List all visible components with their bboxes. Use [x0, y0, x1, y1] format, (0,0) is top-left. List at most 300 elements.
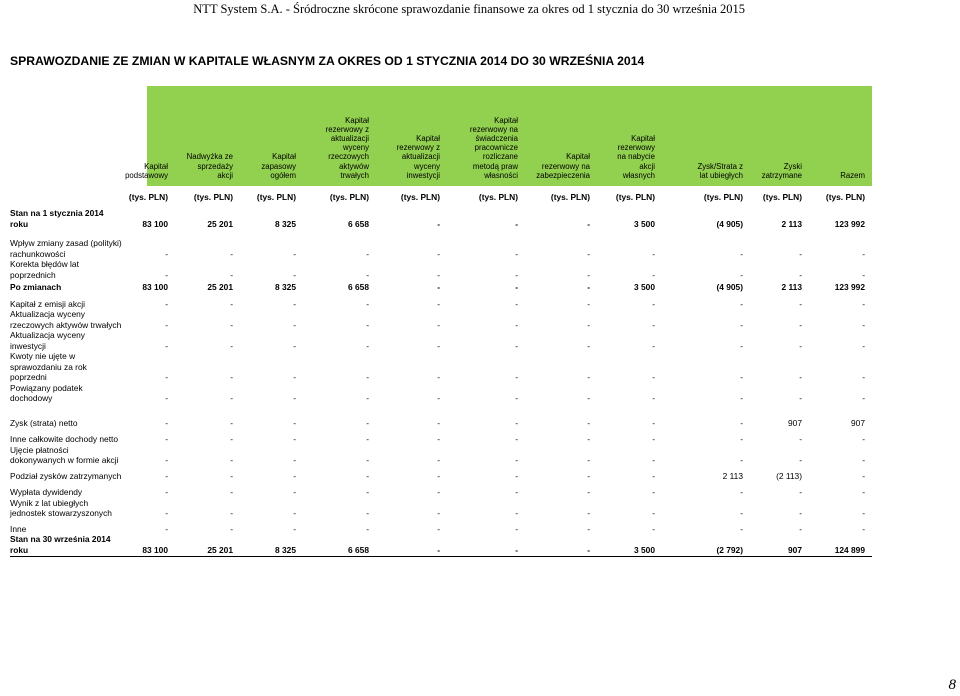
table-cell: - [652, 487, 655, 497]
row-label-line: Stan na 1 stycznia 2014 [10, 208, 104, 218]
row-label-line: Powiązany podatek [10, 382, 83, 393]
table-cell: - [587, 269, 590, 280]
column-header-line: Kapitał [144, 161, 168, 171]
row-label-line: dochodowy [10, 393, 53, 403]
column-header-line: wyceny [414, 161, 440, 171]
column-header-line: pracownicze [474, 143, 518, 153]
table-cell: - [740, 434, 743, 444]
unit-label: (tys. PLN) [256, 192, 296, 202]
row-label-line: rachunkowości [10, 248, 66, 259]
table-cell: - [799, 434, 802, 444]
table-cell: - [230, 487, 233, 497]
table-cell: - [437, 417, 440, 428]
table-cell: - [862, 487, 865, 497]
table-cell: - [652, 508, 655, 518]
table-cell: - [862, 393, 865, 403]
table-cell: - [437, 319, 440, 330]
column-header [698, 162, 744, 180]
column-header [840, 171, 865, 180]
row-values [10, 524, 870, 535]
table-cell: 907 [788, 544, 802, 555]
table-row [10, 418, 870, 429]
table-cell: - [799, 393, 802, 403]
row-values [10, 455, 870, 466]
column-header-line: trwałych [340, 170, 369, 180]
table-row [10, 309, 870, 330]
table-cell: - [740, 340, 743, 351]
table-cell: - [652, 372, 655, 382]
table-cell: - [437, 248, 440, 259]
unit-label: (tys. PLN) [478, 192, 518, 202]
table-cell: - [366, 455, 369, 465]
table-cell: - [799, 319, 802, 330]
table-cell: - [366, 508, 369, 518]
unit-label: (tys. PLN) [550, 192, 590, 202]
column-header-line: aktualizacji [330, 133, 369, 143]
table-cell: - [366, 434, 369, 444]
table-cell: 83 100 [142, 218, 168, 229]
table-cell: - [740, 393, 743, 403]
table-cell: - [587, 487, 590, 497]
table-cell: - [740, 248, 743, 259]
row-label-line: Stan na 30 września 2014 [10, 534, 111, 544]
table-cell: 83 100 [142, 282, 168, 292]
column-header-line: Kapitał [272, 152, 296, 162]
table-cell: 2 113 [722, 470, 743, 481]
table-row [10, 238, 870, 259]
row-label-line: inwestycji [10, 340, 46, 351]
unit-label: (tys. PLN) [825, 192, 865, 202]
table-row [10, 208, 870, 229]
table-cell: 3 500 [634, 218, 655, 229]
table-cell: - [230, 523, 233, 534]
table-cell: (4 905) [716, 218, 743, 229]
column-header-line: zabezpieczenia [536, 170, 590, 180]
table-cell: - [230, 455, 233, 465]
row-label-line: Ujęcie płatności [10, 444, 69, 455]
table-cell: - [230, 298, 233, 309]
table-cell: - [587, 544, 590, 555]
column-header-line: własności [484, 170, 518, 180]
column-header [617, 134, 655, 180]
row-values [10, 320, 870, 331]
table-cell: - [366, 393, 369, 403]
row-label-line: Inne całkowite dochody netto [10, 434, 119, 444]
table-cell: - [587, 455, 590, 465]
table-cell: - [293, 319, 296, 330]
table-cell: - [740, 455, 743, 465]
table-cell: - [740, 508, 743, 518]
page-number: 8 [948, 677, 956, 693]
row-values [10, 545, 870, 556]
row-label-line: poprzednich [10, 269, 56, 280]
row-label-line: Wypłata dywidendy [10, 487, 83, 497]
table-cell: - [515, 393, 518, 403]
column-header-line: rezerwowy [617, 143, 655, 153]
table-cell: 6 658 [348, 282, 369, 292]
table-cell: - [293, 372, 296, 382]
table-row [10, 498, 870, 519]
table-cell: - [740, 487, 743, 497]
row-label-line: Korekta błędów lat [10, 259, 79, 269]
table-cell: - [165, 340, 168, 351]
table-cell: 3 500 [634, 282, 655, 292]
table-cell: 907 [788, 417, 802, 428]
table-row [10, 299, 870, 310]
column-header-line: rezerwowy na [469, 124, 518, 134]
table-cell: - [230, 248, 233, 259]
table-cell: - [165, 470, 168, 481]
row-values [10, 418, 870, 429]
table-cell: - [230, 319, 233, 330]
table-cell: 123 992 [834, 218, 865, 229]
row-values [10, 341, 870, 352]
table-row [10, 259, 870, 280]
column-header [125, 162, 168, 180]
column-header-line: Kapitał [631, 133, 655, 143]
table-cell: - [366, 269, 369, 280]
column-header-line: rezerwowy na [541, 161, 590, 171]
table-cell: - [437, 372, 440, 382]
table-cell: - [515, 319, 518, 330]
table-cell: - [862, 523, 865, 534]
table-cell: 2 113 [781, 218, 802, 229]
table-cell: - [587, 417, 590, 428]
table-row [10, 524, 870, 535]
column-header-line: rezerwowy z [325, 124, 369, 134]
row-values [10, 249, 870, 260]
column-header-line: Kapitał [345, 115, 369, 125]
column-header-line: Kapitał [566, 152, 590, 162]
table-cell: - [366, 417, 369, 428]
table-cell: - [652, 434, 655, 444]
running-header: NTT System S.A. - Śródroczne skrócone sprawozdanie finansowe za okres od 1 stycznia do 30 września 2015 [193, 2, 745, 16]
table-cell: - [366, 248, 369, 259]
table-cell: - [862, 434, 865, 444]
table-cell: - [652, 393, 655, 403]
row-label-line: roku [10, 218, 29, 229]
table-cell: - [293, 508, 296, 518]
column-header [470, 116, 518, 180]
column-header-line: akcji [639, 161, 655, 171]
column-header [326, 116, 369, 180]
table-cell: - [366, 319, 369, 330]
table-cell: - [437, 298, 440, 309]
table-cell: - [862, 470, 865, 481]
table-cell: - [230, 393, 233, 403]
table-cell: - [862, 269, 865, 280]
column-header-line: Zysk/Strata z [697, 161, 743, 171]
table-cell: - [293, 487, 296, 497]
table-cell: - [515, 218, 518, 229]
column-header-line: Nadwyżka ze [186, 152, 233, 162]
row-label-line: Podział zysków zatrzymanych [10, 470, 122, 481]
table-cell: - [437, 470, 440, 481]
table-cell: - [165, 455, 168, 465]
table-cell: - [862, 372, 865, 382]
table-cell: - [165, 248, 168, 259]
table-cell: - [437, 218, 440, 229]
table-cell: - [587, 248, 590, 259]
table-cell: - [652, 417, 655, 428]
table-cell: - [515, 487, 518, 497]
table-cell: - [587, 508, 590, 518]
table-cell: - [165, 487, 168, 497]
table-cell: - [587, 470, 590, 481]
table-cell: - [165, 393, 168, 403]
table-cell: - [437, 508, 440, 518]
row-label-line: Inne [10, 523, 27, 534]
table-cell: - [740, 319, 743, 330]
row-values [10, 282, 870, 293]
table-cell: 124 899 [834, 544, 865, 555]
row-label-line: Aktualizacja wyceny [10, 330, 85, 340]
table-row [10, 383, 870, 404]
table-cell: - [652, 470, 655, 481]
row-values [10, 434, 870, 445]
unit-label: (tys. PLN) [193, 192, 233, 202]
table-cell: - [740, 269, 743, 280]
table-cell: - [799, 455, 802, 465]
column-header-line: ogółem [270, 170, 296, 180]
unit-label: (tys. PLN) [400, 192, 440, 202]
table-cell: - [366, 487, 369, 497]
table-cell: - [230, 269, 233, 280]
row-values [10, 508, 870, 519]
table-cell: - [165, 523, 168, 534]
table-cell: - [652, 340, 655, 351]
table-cell: - [740, 298, 743, 309]
column-header-line: rozliczane [482, 152, 518, 162]
row-values [10, 487, 870, 498]
table-cell: - [515, 282, 518, 292]
table-cell: - [230, 508, 233, 518]
table-cell: - [165, 508, 168, 518]
table-cell: (2 792) [716, 544, 743, 555]
column-header-line: metodą praw [472, 161, 518, 171]
table-cell: - [587, 218, 590, 229]
table-cell: - [587, 523, 590, 534]
table-cell: - [862, 298, 865, 309]
table-cell: - [230, 340, 233, 351]
table-cell: - [165, 417, 168, 428]
row-values [10, 393, 870, 404]
table-cell: - [437, 523, 440, 534]
table-cell: - [366, 523, 369, 534]
table-row [10, 471, 870, 482]
column-header-line: własnych [622, 170, 655, 180]
table-cell: - [293, 455, 296, 465]
table-cell: - [652, 319, 655, 330]
table-cell: - [799, 508, 802, 518]
table-cell: - [799, 487, 802, 497]
table-cell: 907 [851, 417, 865, 428]
table-cell: - [587, 434, 590, 444]
unit-label: (tys. PLN) [329, 192, 369, 202]
table-cell: - [515, 544, 518, 555]
row-values [10, 299, 870, 310]
row-label-line: Wpływ zmiany zasad (polityki) [10, 238, 122, 248]
unit-label: (tys. PLN) [128, 192, 168, 202]
table-cell: - [799, 248, 802, 259]
unit-label: (tys. PLN) [703, 192, 743, 202]
table-cell: - [366, 470, 369, 481]
table-cell: - [165, 434, 168, 444]
table-cell: - [293, 523, 296, 534]
row-label-line: Aktualizacja wyceny [10, 309, 85, 319]
table-cell: - [437, 269, 440, 280]
column-header-line: rzeczowych [328, 152, 369, 162]
column-header-line: akcji [217, 170, 233, 180]
column-header-line: świadczenia [475, 133, 518, 143]
table-cell: - [437, 544, 440, 555]
table-cell: - [652, 523, 655, 534]
column-header-line: aktywów [339, 161, 369, 171]
table-cell: - [587, 282, 590, 292]
table-cell: - [366, 340, 369, 351]
table-cell: - [293, 470, 296, 481]
table-cell: - [515, 417, 518, 428]
table-cell: 83 100 [142, 544, 168, 555]
table-row [10, 534, 870, 555]
table-cell: - [515, 340, 518, 351]
table-cell: - [293, 248, 296, 259]
table-cell: - [437, 455, 440, 465]
table-cell: - [862, 340, 865, 351]
table-cell: - [230, 372, 233, 382]
table-cell: (2 113) [776, 470, 802, 481]
table-cell: - [740, 523, 743, 534]
row-values [10, 372, 870, 383]
column-header-line: na nabycie [617, 152, 655, 162]
table-cell: - [587, 340, 590, 351]
table-cell: - [515, 248, 518, 259]
table-cell: - [230, 434, 233, 444]
row-values [10, 219, 870, 230]
table-cell: - [652, 455, 655, 465]
table-cell: - [437, 393, 440, 403]
table-cell: - [587, 372, 590, 382]
row-values [10, 270, 870, 281]
table-cell: - [740, 372, 743, 382]
column-header [536, 152, 590, 180]
row-label-line: Kwoty nie ujęte w [10, 351, 76, 361]
column-header-line: inwestycji [406, 170, 440, 180]
page-title: SPRAWOZDANIE ZE ZMIAN W KAPITALE WŁASNYM ZA OKRES OD 1 STYCZNIA 2014 DO 30 WRZEŚNIA 2014 [10, 54, 645, 68]
column-header-line: zatrzymane [761, 170, 802, 180]
table-cell: - [740, 417, 743, 428]
table-cell: - [437, 340, 440, 351]
row-label-line: jednostek stowarzyszonych [10, 508, 112, 518]
table-cell: - [515, 470, 518, 481]
column-header-line: sprzedaży [197, 161, 233, 171]
table-cell: - [437, 487, 440, 497]
table-cell: - [515, 455, 518, 465]
table-row [10, 487, 870, 498]
column-header-line: zapasowy [261, 161, 296, 171]
table-cell: - [862, 455, 865, 465]
column-header [261, 152, 296, 180]
row-label-line: rzeczowych aktywów trwałych [10, 319, 122, 330]
column-header-line: aktualizacji [401, 152, 440, 162]
table-cell: - [799, 269, 802, 280]
table-cell: - [862, 319, 865, 330]
table-cell: (4 905) [716, 282, 743, 292]
unit-row [0, 192, 960, 204]
table-cell: 6 658 [348, 544, 369, 555]
table-row [10, 351, 870, 383]
column-header-line: Razem [840, 170, 865, 180]
table-cell: - [515, 523, 518, 534]
column-header-line: Zyski [783, 161, 802, 171]
table-cell: - [293, 417, 296, 428]
table-cell: - [587, 393, 590, 403]
table-cell: - [366, 298, 369, 309]
table-cell: - [230, 417, 233, 428]
table-cell: - [515, 508, 518, 518]
unit-label: (tys. PLN) [615, 192, 655, 202]
table-cell: - [799, 340, 802, 351]
table-cell: - [515, 269, 518, 280]
table-cell: 8 325 [275, 544, 296, 555]
table-cell: - [165, 319, 168, 330]
table-cell: 25 201 [207, 282, 233, 292]
table-cell: - [165, 298, 168, 309]
table-cell: - [587, 319, 590, 330]
column-header [397, 134, 440, 180]
row-label-line: roku [10, 544, 29, 555]
table-cell: 8 325 [275, 218, 296, 229]
column-header-line: lat ubiegłych [699, 170, 743, 180]
table-row [10, 282, 870, 293]
row-values [10, 471, 870, 482]
column-header-line: Kapitał [494, 115, 518, 125]
table-cell: 25 201 [207, 544, 233, 555]
table-row [10, 330, 870, 351]
table-cell: - [652, 248, 655, 259]
row-label-line: dokonywanych w formie akcji [10, 455, 119, 465]
row-label-line: Po zmianach [10, 282, 62, 292]
table-cell: - [515, 434, 518, 444]
table-cell: - [652, 298, 655, 309]
table-row [10, 434, 870, 445]
table-cell: - [515, 298, 518, 309]
column-header-line: Kapitał [416, 133, 440, 143]
table-cell: 8 325 [275, 282, 296, 292]
table-cell: 2 113 [781, 282, 802, 292]
column-header [187, 152, 233, 180]
table-cell: - [366, 372, 369, 382]
column-header-line: podstawowy [125, 170, 168, 180]
table-cell: - [165, 372, 168, 382]
table-cell: - [587, 298, 590, 309]
column-header-line: rezerwowy z [396, 143, 440, 153]
table-cell: 25 201 [207, 218, 233, 229]
table-cell: - [799, 523, 802, 534]
table-cell: - [293, 340, 296, 351]
table-cell: - [799, 298, 802, 309]
table-cell: - [515, 372, 518, 382]
unit-label: (tys. PLN) [762, 192, 802, 202]
equity-changes-table [10, 208, 870, 555]
row-label-line: sprawozdaniu za rok [10, 361, 87, 372]
row-label-line: Kapitał z emisji akcji [10, 298, 85, 309]
table-cell: - [230, 470, 233, 481]
row-label-line: Zysk (strata) netto [10, 417, 78, 428]
row-label-line: poprzedni [10, 372, 47, 382]
table-cell: 3 500 [634, 544, 655, 555]
table-cell: - [437, 282, 440, 292]
